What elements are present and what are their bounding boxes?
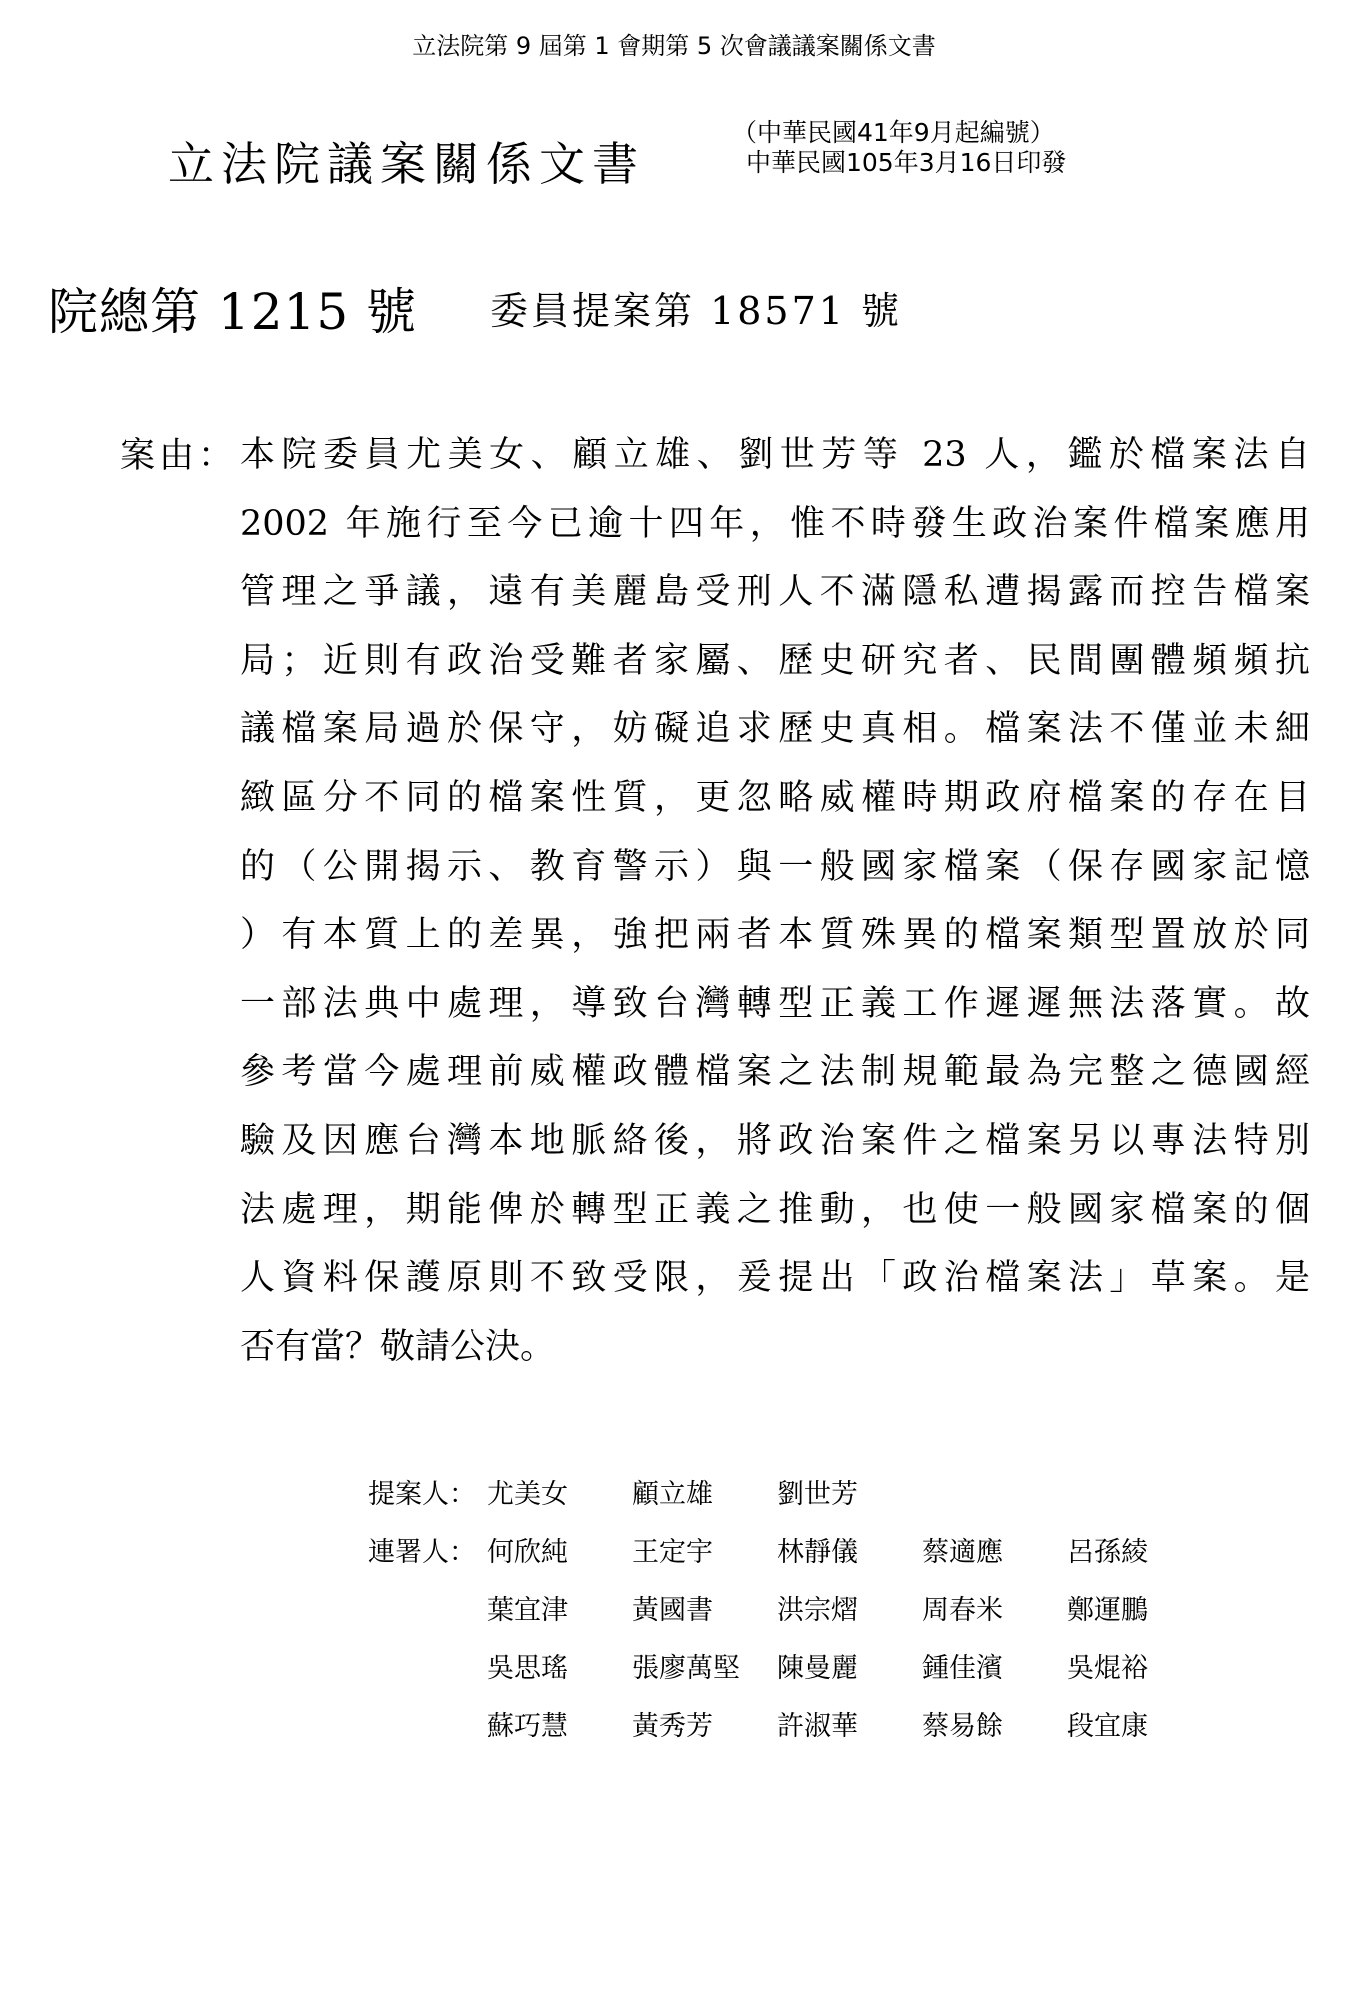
numbering-note: （中華民國41年9月起編號） xyxy=(732,118,1055,147)
case-line: 本院委員尤美女、顧立雄、劉世芳等 23 人，鑑於檔案法自 xyxy=(240,435,1310,475)
cosigner-name: 蔡易餘 xyxy=(922,1711,1003,1742)
case-line: 局；近則有政治受難者家屬、歷史研究者、民間團體頻頻抗 xyxy=(240,640,1310,681)
cosigners-label: 連署人： xyxy=(368,1537,476,1568)
proposer-name: 劉世芳 xyxy=(777,1479,858,1510)
case-line: 參考當今處理前威權政體檔案之法制規範最為完整之德國經 xyxy=(240,1052,1310,1093)
running-header: 立法院第 9 屆第 1 會期第 5 次會議議案關係文書 xyxy=(412,32,936,60)
cosigner-name: 吳焜裕 xyxy=(1067,1653,1148,1684)
print-date: 中華民國105年3月16日印發 xyxy=(746,148,1067,177)
cosigner-name: 呂孫綾 xyxy=(1067,1537,1148,1568)
cosigner-name: 鍾佳濱 xyxy=(922,1653,1003,1684)
cosigner-name: 黃國書 xyxy=(632,1595,713,1626)
cosigner-name: 王定宇 xyxy=(632,1537,713,1568)
case-line: 管理之爭議，遠有美麗島受刑人不滿隱私遭揭露而控告檔案 xyxy=(240,572,1310,613)
cosigner-name: 張廖萬堅 xyxy=(632,1653,740,1684)
cosigner-name: 鄭運鵬 xyxy=(1067,1595,1148,1626)
general-number: 院總第 1215 號 xyxy=(48,283,418,341)
case-line: 2002 年施行至今已逾十四年，惟不時發生政治案件檔案應用 xyxy=(240,503,1310,544)
cosigner-name: 洪宗熠 xyxy=(777,1595,858,1626)
cosigner-name: 吳思瑤 xyxy=(487,1653,568,1684)
cosigner-name: 周春米 xyxy=(922,1595,1003,1626)
cosigner-name: 許淑華 xyxy=(777,1711,858,1742)
case-line: 驗及因應台灣本地脈絡後，將政治案件之檔案另以專法特別 xyxy=(240,1120,1310,1161)
proposer-name: 顧立雄 xyxy=(632,1479,713,1510)
cosigner-name: 何欣純 xyxy=(487,1537,568,1568)
title-note xyxy=(732,118,1066,178)
cosigner-name: 黃秀芳 xyxy=(632,1711,713,1742)
cosigner-name: 葉宜津 xyxy=(487,1595,568,1626)
case-line: 一部法典中處理，導致台灣轉型正義工作遲遲無法落實。故 xyxy=(240,983,1310,1024)
cosigner-name: 陳曼麗 xyxy=(777,1653,858,1684)
case-line: 議檔案局過於保守，妨礙追求歷史真相。檔案法不僅並未細 xyxy=(240,709,1310,750)
case-line: 緻區分不同的檔案性質，更忽略威權時期政府檔案的存在目 xyxy=(240,777,1310,818)
case-label: 案由： xyxy=(120,436,238,476)
cosigner-name: 段宜康 xyxy=(1067,1711,1148,1742)
case-line: 人資料保護原則不致受限，爰提出「政治檔案法」草案。是 xyxy=(240,1258,1310,1299)
cosigner-name: 蔡適應 xyxy=(922,1537,1003,1568)
case-body xyxy=(240,421,1310,1381)
case-line: 否有當？敬請公決。 xyxy=(240,1326,556,1367)
case-line: 法處理，期能俾於轉型正義之推動，也使一般國家檔案的個 xyxy=(240,1189,1310,1230)
cosigner-name: 林靜儀 xyxy=(777,1537,858,1568)
document-title: 立法院議案關係文書 xyxy=(168,137,645,191)
proposer-name: 尤美女 xyxy=(487,1479,568,1510)
proposal-number: 委員提案第 18571 號 xyxy=(490,289,903,333)
case-line: ）有本質上的差異，強把兩者本質殊異的檔案類型置放於同 xyxy=(240,915,1310,956)
cosigner-name: 蘇巧慧 xyxy=(487,1711,568,1742)
case-line: 的（公開揭示、教育警示）與一般國家檔案（保存國家記憶 xyxy=(240,846,1310,887)
proposers-label: 提案人： xyxy=(368,1479,476,1510)
